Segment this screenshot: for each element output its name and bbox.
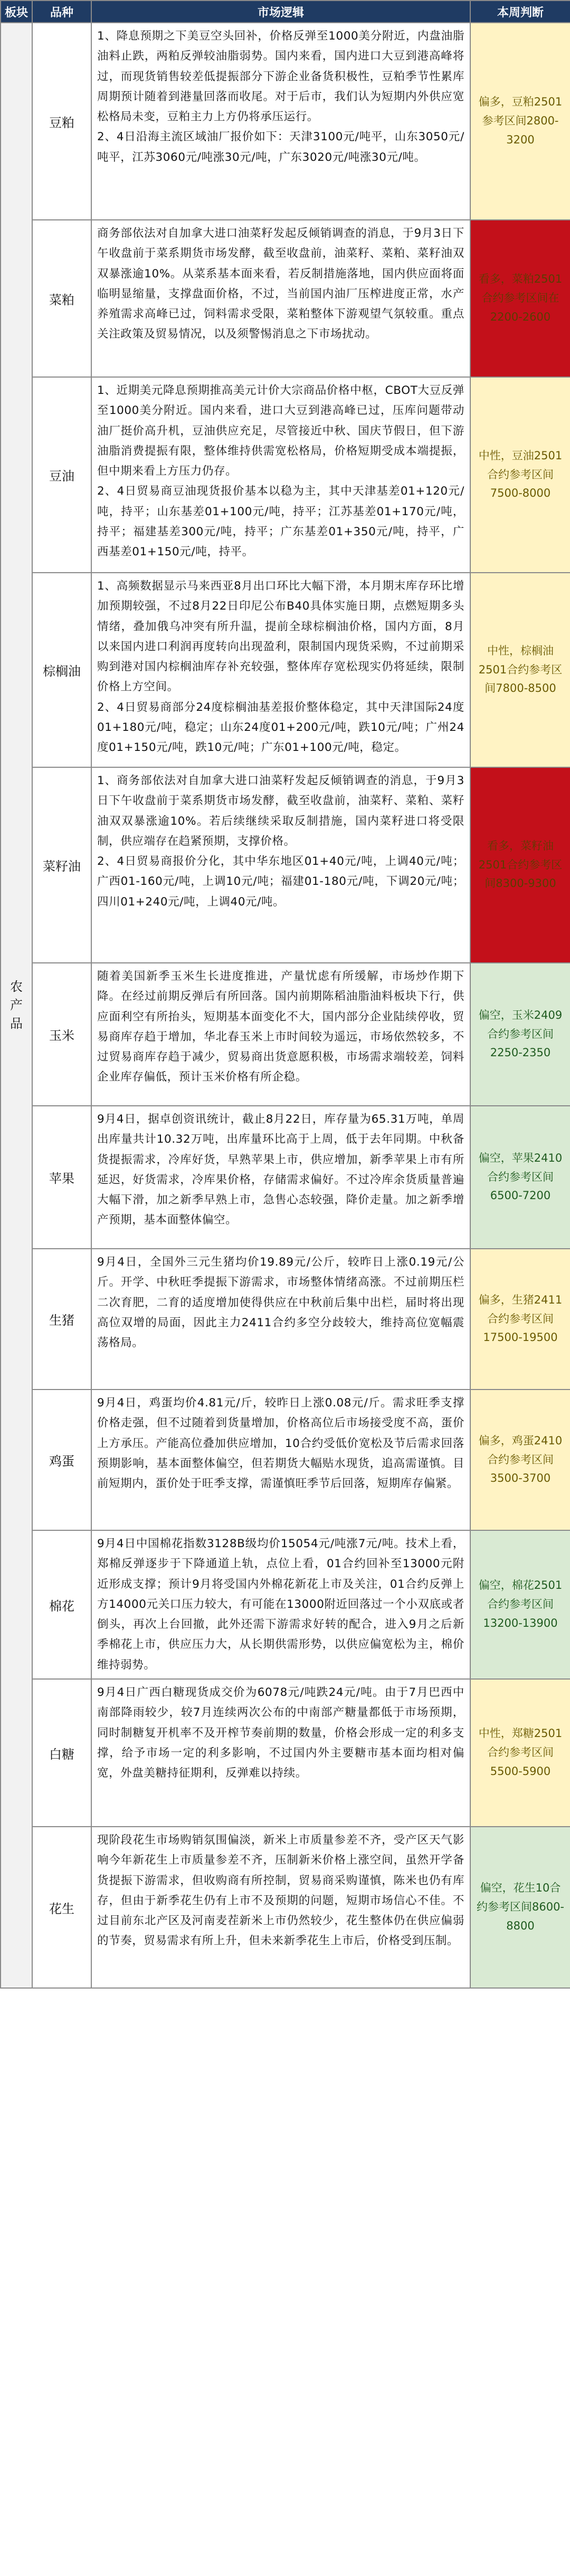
table-row <box>1 1249 570 1390</box>
variety-cell: 玉米 <box>32 963 91 1106</box>
variety-cell: 白糖 <box>32 1679 91 1827</box>
logic-paragraph: 商务部依法对自加拿大进口油菜籽发起反倾销调查的消息，于9月3日下午收盘前于菜系期货市场发酵，截至收盘前，油菜籽、菜粕、菜籽油双双暴涨逾10%。从菜系基本面来看，若反制措施落地，国内供应面将面临明显缩量，支撑盘面价格，不过，当前国内油厂压榨进度正常，水产养殖需求高峰已过，饲料需求受限，菜粕整体下游观望气氛较重。重点关注政策及贸易情况，以及须警惕消息之下市场扰动。 <box>97 227 464 341</box>
table-row <box>1 220 570 377</box>
logic-cell <box>91 1249 470 1390</box>
table-row <box>1 963 570 1106</box>
table-row <box>1 1390 570 1530</box>
logic-cell <box>91 23 470 220</box>
logic-cell <box>91 1679 470 1827</box>
logic-paragraph: 2、4日贸易商部分24度棕榈油基差报价整体稳定，其中天津国际24度01+180元/吨，稳定；山东24度01+200元/吨，跌10元/吨；广州24度01+150元/吨，跌10元/吨；广东01+100元/吨，稳定。 <box>97 700 464 755</box>
table-body <box>1 23 570 1988</box>
judgment-cell: 偏多，生猪2411合约参考区间17500-19500 <box>470 1249 570 1390</box>
logic-paragraph: 9月4日中国棉花指数3128B级均价15054元/吨涨7元/吨。技术上看，郑棉反弹逐步于下降通道上轨，点位上看，01合约回补至13000元附近形成支撑；预计9月将受国内外棉花新花上市及关注，01合约反弹上方14000元关口压力较大，有可能在13000附近回落过一个小双底或者倒头，再次上台回撤，此外还需下游需求好转的配合，进入9月之后新季棉花上市，供应压力大，从长期供需形势，以供应偏宽松为主，棉价维持弱势。 <box>97 1537 464 1672</box>
judgment-cell: 看多，菜粕2501合约参考区间在2200-2600 <box>470 220 570 377</box>
logic-paragraph: 1、降息预期之下美豆空头回补，价格反弹至1000美分附近，内盘油脂油料止跌，两粕反弹较油脂弱势。国内来看，国内进口大豆到港高峰将过，而现货销售较差低提振部分下游企业备货积极性，豆粕季节性累库周期预计随着到港量回落而收尾。对于后市，我们认为短期内外供应宽松格局未变，豆粕主力上方仍将承压运行。 <box>97 30 464 124</box>
judgment-cell: 偏空，苹果2410合约参考区间6500-7200 <box>470 1106 570 1249</box>
logic-cell <box>91 377 470 573</box>
judgment-cell: 中性，郑糖2501合约参考区间5500-5900 <box>470 1679 570 1827</box>
sector-cell <box>1 23 32 1988</box>
table-row <box>1 767 570 963</box>
variety-cell: 棉花 <box>32 1530 91 1679</box>
judgment-cell: 偏多，豆粕2501参考区间2800-3200 <box>470 23 570 220</box>
logic-cell <box>91 767 470 963</box>
logic-paragraph: 随着美国新季玉米生长进度推进，产量忧虑有所缓解，市场炒作期下降。在经过前期反弹后有所回落。国内前期陈稻油脂油料板块下行，供应面利空有所抬头，短期基本面变化不大，国内部分企业陆续停收，贸易商库存趋于增加，华北春玉米上市时间较为遥远，市场依然较多，不过贸易商库存趋于减少，贸易商出货意愿积极，市场需求端较差，饲料企业库存偏低，预计玉米价格有所企稳。 <box>97 970 464 1084</box>
logic-cell <box>91 573 470 767</box>
logic-cell <box>91 1530 470 1679</box>
variety-cell: 生猪 <box>32 1249 91 1390</box>
logic-paragraph: 现阶段花生市场购销氛围偏淡，新米上市质量参差不齐，受产区天气影响今年新花生上市质量参差不齐，压制新米价格上涨空间，虽然开学备货提振下游需求，但收购商有所控制，贸易商采购谨慎，陈米也仍有库存，但由于新季花生仍有上市不及预期的问题，短期市场信心不佳。不过目前东北产区及河南麦茬新米上市仍然较少，花生整体仍在供应偏弱的节奏，贸易需求有所上升，但未来新季花生上市后，价格受到压制。 <box>97 1834 464 1948</box>
variety-cell: 棕榈油 <box>32 573 91 767</box>
logic-cell <box>91 1390 470 1530</box>
variety-cell: 豆油 <box>32 377 91 573</box>
table-row <box>1 1106 570 1249</box>
logic-paragraph: 9月4日广西白糖现货成交价为6078元/吨跌24元/吨。由于7月巴西中南部降雨较少，较7月连续两次公布的中南部产糖量都低于市场预期，同时制糖复开机率不及开榨节奏前期的数量，价格会形成一定的利多支撑，给予市场一定的利多影响，不过国内外主要糖市基本面均相对偏宽，外盘美糖持征期利，反弹难以持续。 <box>97 1686 464 1780</box>
judgment-cell: 中性，豆油2501合约参考区间7500-8000 <box>470 377 570 573</box>
judgment-cell: 中性，棕榈油2501合约参考区间7800-8500 <box>470 573 570 767</box>
logic-cell <box>91 1106 470 1249</box>
sector-label: 农产品 <box>10 979 23 1031</box>
table-row <box>1 1530 570 1679</box>
logic-cell <box>91 220 470 377</box>
table-row <box>1 1827 570 1988</box>
table-header-row <box>1 1 570 23</box>
variety-cell: 鸡蛋 <box>32 1390 91 1530</box>
table-row <box>1 573 570 767</box>
logic-paragraph: 9月4日，全国外三元生猪均价19.89元/公斤，较昨日上涨0.19元/公斤。开学、中秋旺季提振下游需求，市场整体情绪高涨。不过前期压栏二次育肥，二育的适度增加使得供应在中秋前后集中出栏，届时将出现高位双增的局面，因此主力2411合约多空分歧较大，维持高位宽幅震荡格局。 <box>97 1256 464 1350</box>
header-judgment: 本周判断 <box>470 1 570 23</box>
table-row <box>1 377 570 573</box>
logic-cell <box>91 963 470 1106</box>
table-row <box>1 23 570 220</box>
table-row <box>1 1679 570 1827</box>
logic-paragraph: 9月4日，鸡蛋均价4.81元/斤，较昨日上涨0.08元/斤。需求旺季支撑价格走强，但不过随着到货量增加，价格高位后市场接受度不高，蛋价上方承压。产能高位叠加供应增加，10合约受低价宽松及节后需求回落预期影响，基本面整体偏空，但若期货大幅贴水现货，追高需谨慎。目前短期内，蛋价处于旺季支撑，需谨慎旺季节后回落，短期库存偏紧。 <box>97 1396 464 1491</box>
logic-paragraph: 1、高频数据显示马来西亚8月出口环比大幅下滑，本月期末库存环比增加预期较强，不过8月22日印尼公布B40具体实施日期，点燃短期多头情绪，叠加俄乌冲突有所升温，提前全球棕榈油价格，国内方面，8月以来国内进口利润再度转向出现盈利，限制国内现货采购，不过前期采购到港对国内棕榈油库存补充较强，整体库存宽松现实仍将延续，限制价格上方空间。 <box>97 580 464 694</box>
logic-paragraph: 1、商务部依法对自加拿大进口油菜籽发起反倾销调查的消息，于9月3日下午收盘前于菜系期货市场发酵，截至收盘前，油菜籽、菜粕、菜籽油双双暴涨逾10%。若后续继续采取反制措施，国内菜籽进口将受限制，供应端存在趋紧预期，支撑价格。 <box>97 774 464 848</box>
judgment-cell: 偏空，花生10合约参考区间8600-8800 <box>470 1827 570 1988</box>
variety-cell: 苹果 <box>32 1106 91 1249</box>
logic-paragraph: 9月4日，据卓创资讯统计，截止8月22日，库存量为65.31万吨，单周出库量共计10.32万吨，出库量环比高于上周，低于去年同期。中秋备货提振需求，冷库好货，早熟苹果上市，供应增加，新季苹果上市有所延迟，好货需求，冷库果价格，存储需求偏好。不过冷库余货质量普遍大幅下滑，加之新季早熟上市，急售心态较强，降价走量。加之新季增产预期，基本面整体偏空。 <box>97 1113 464 1227</box>
logic-paragraph: 2、4日贸易商报价分化，其中华东地区01+40元/吨，上调40元/吨；广西01-160元/吨，上调10元/吨；福建01-180元/吨，下调20元/吨；四川01+240元/吨，上调40元/吨。 <box>97 855 464 909</box>
judgment-cell: 偏空，棉花2501合约参考区间13200-13900 <box>470 1530 570 1679</box>
judgment-cell: 看多，菜籽油2501合约参考区间8300-9300 <box>470 767 570 963</box>
header-logic: 市场逻辑 <box>91 1 470 23</box>
header-sector: 板块 <box>1 1 32 23</box>
variety-cell: 豆粕 <box>32 23 91 220</box>
judgment-cell: 偏空，玉米2409合约参考区间2250-2350 <box>470 963 570 1106</box>
variety-cell: 花生 <box>32 1827 91 1988</box>
logic-paragraph: 1、近期美元降息预期推高美元计价大宗商品价格中枢，CBOT大豆反弹至1000美分附近。国内来看，进口大豆到港高峰已过，压库问题带动油厂挺价高升机，豆油供应充足，尽管接近中秋、国庆节假日，但下游油脂消费提振有限，整体维持供需宽松格局，价格短期受成本端提振，但中期来看上方压力仍存。 <box>97 384 464 478</box>
logic-cell <box>91 1827 470 1988</box>
header-variety: 品种 <box>32 1 91 23</box>
judgment-cell: 偏多，鸡蛋2410合约参考区间3500-3700 <box>470 1390 570 1530</box>
logic-paragraph: 2、4日沿海主流区域油厂报价如下：天津3100元/吨平，山东3050元/吨平，江苏3060元/吨涨30元/吨，广东3020元/吨涨30元/吨。 <box>97 130 464 164</box>
logic-paragraph: 2、4日贸易商豆油现货报价基本以稳为主，其中天津基差01+120元/吨，持平；山东基差01+100元/吨，持平；江苏基差01+170元/吨，持平；福建基差300元/吨，持平；广东基差01+350元/吨，持平，广西基差01+150元/吨，持平。 <box>97 485 464 559</box>
variety-cell: 菜粕 <box>32 220 91 377</box>
variety-cell: 菜籽油 <box>32 767 91 963</box>
